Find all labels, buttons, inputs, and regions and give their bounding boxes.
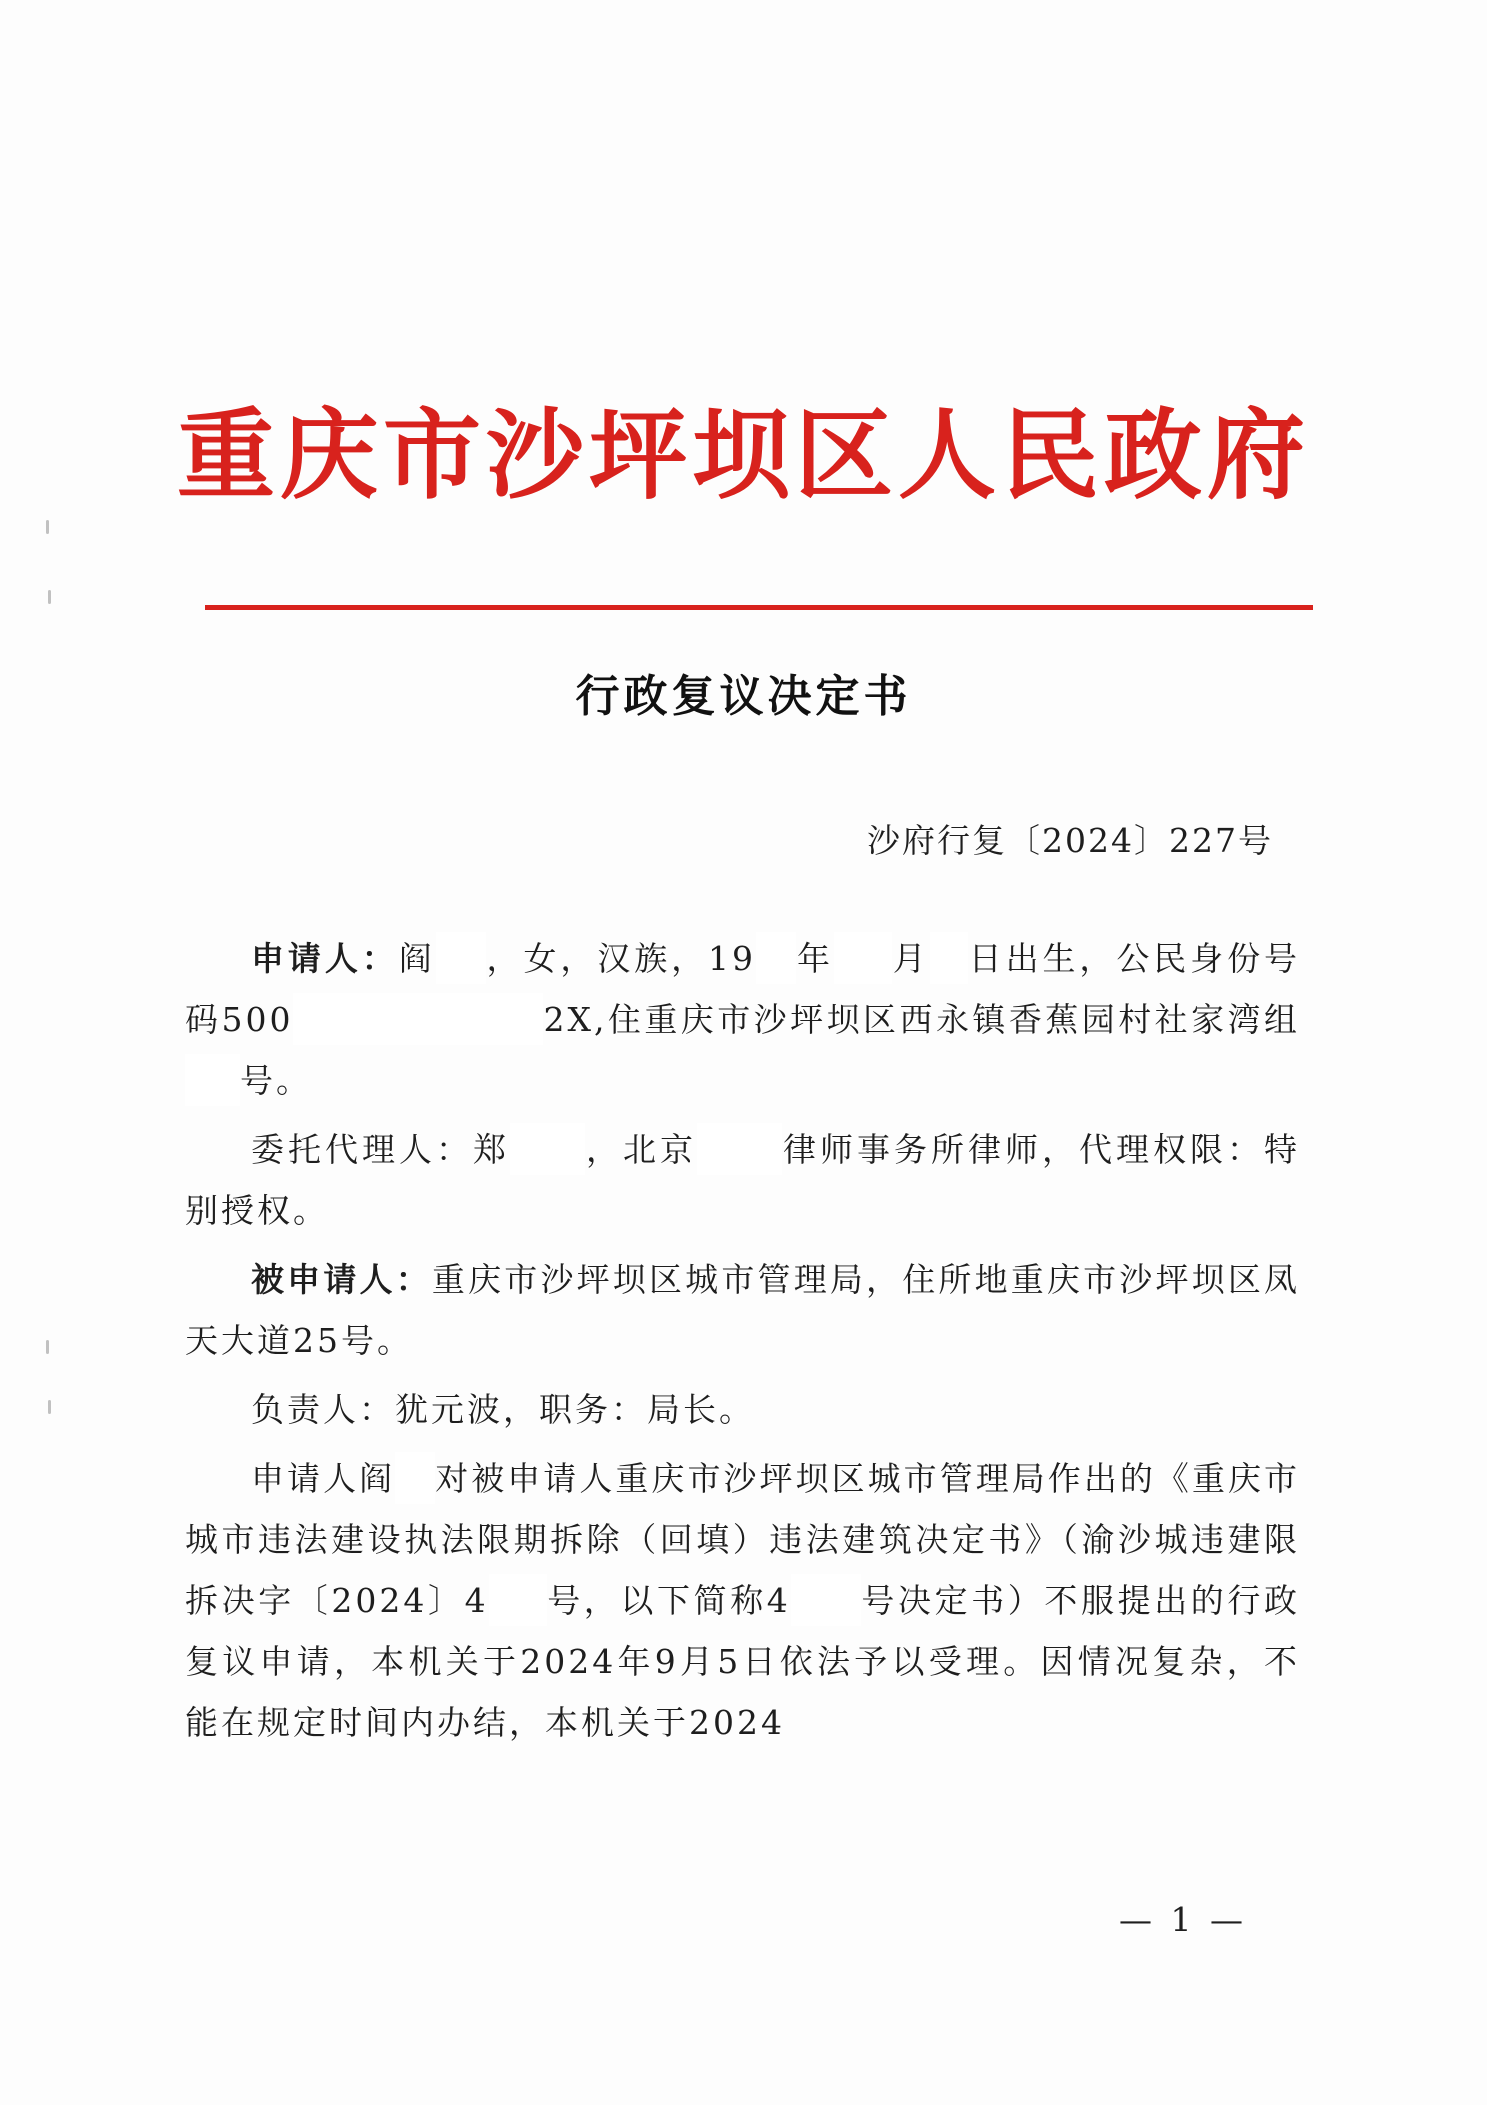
bleed-through-text — [300, 160, 729, 201]
redaction-box — [791, 1574, 861, 1626]
case-text: 号决定书）不服提出的行政复议申请，本机关于2024年9月5日依法予以受理。因情况复杂，不能在规定时间内办结，本机关于2024 — [185, 1581, 1301, 1742]
agent-paragraph — [185, 1119, 1300, 1241]
issuing-authority-title: 重庆市沙坪坝区人民政府 — [176, 399, 1310, 513]
redaction-box — [293, 993, 543, 1045]
respondent-label: 被申请人： — [251, 1260, 432, 1299]
document-type-heading: 行政复议决定书 — [575, 671, 912, 722]
redaction-box — [756, 932, 796, 984]
redaction-box — [510, 1123, 585, 1175]
applicant-text: 月 — [891, 939, 930, 978]
case-text: 号，以下简称4 — [546, 1581, 791, 1620]
applicant-paragraph — [185, 928, 1300, 1111]
document-number: 沙府行复〔2024〕227号 — [867, 821, 1273, 860]
redaction-box — [489, 1574, 547, 1626]
page-number: — 1 — — [1119, 1900, 1247, 1939]
applicant-text: 2X,住重庆市沙坪坝区西永镇香蕉园村社家湾组 — [543, 1000, 1300, 1039]
redaction-box — [436, 932, 486, 984]
document-body — [185, 928, 1300, 1761]
case-text: 对被申请人重庆市沙坪坝区城市管理局作出的《重庆市城市违法建设执法限期拆除（回填）违法建筑决定书》（渝沙城违建限拆决字〔2024〕4 — [185, 1459, 1301, 1620]
agent-text: ，北京 — [585, 1130, 697, 1169]
agent-text: 委托代理人：郑 — [251, 1130, 510, 1169]
applicant-text: 号。 — [240, 1061, 312, 1100]
case-paragraph — [185, 1448, 1300, 1753]
case-text: 申请人阎 — [251, 1459, 396, 1498]
applicant-text: 日出生，公民身份号码500 — [185, 939, 1301, 1039]
applicant-text: 阎 — [398, 939, 436, 978]
redaction-box — [395, 1452, 435, 1504]
applicant-text: ，女，汉族，19 — [485, 939, 757, 978]
agent-text: 律师事务所律师，代理权限：特别授权。 — [185, 1130, 1300, 1230]
binding-mark — [46, 520, 49, 534]
binding-mark — [48, 590, 51, 604]
respondent-paragraph — [185, 1249, 1300, 1371]
binding-mark — [48, 1400, 51, 1414]
respondent-text: 重庆市沙坪坝区城市管理局，住所地重庆市沙坪坝区凤天大道25号。 — [185, 1260, 1301, 1360]
applicant-text: 年 — [796, 939, 834, 978]
redaction-box — [834, 932, 892, 984]
binding-mark — [46, 1340, 49, 1354]
red-divider-line — [205, 605, 1313, 610]
redaction-box — [697, 1123, 782, 1175]
redaction-box — [185, 1054, 240, 1106]
responsible-person-paragraph: 负责人：犹元波，职务：局长。 — [251, 1390, 755, 1429]
redaction-box — [930, 932, 968, 984]
applicant-label: 申请人： — [251, 939, 399, 978]
